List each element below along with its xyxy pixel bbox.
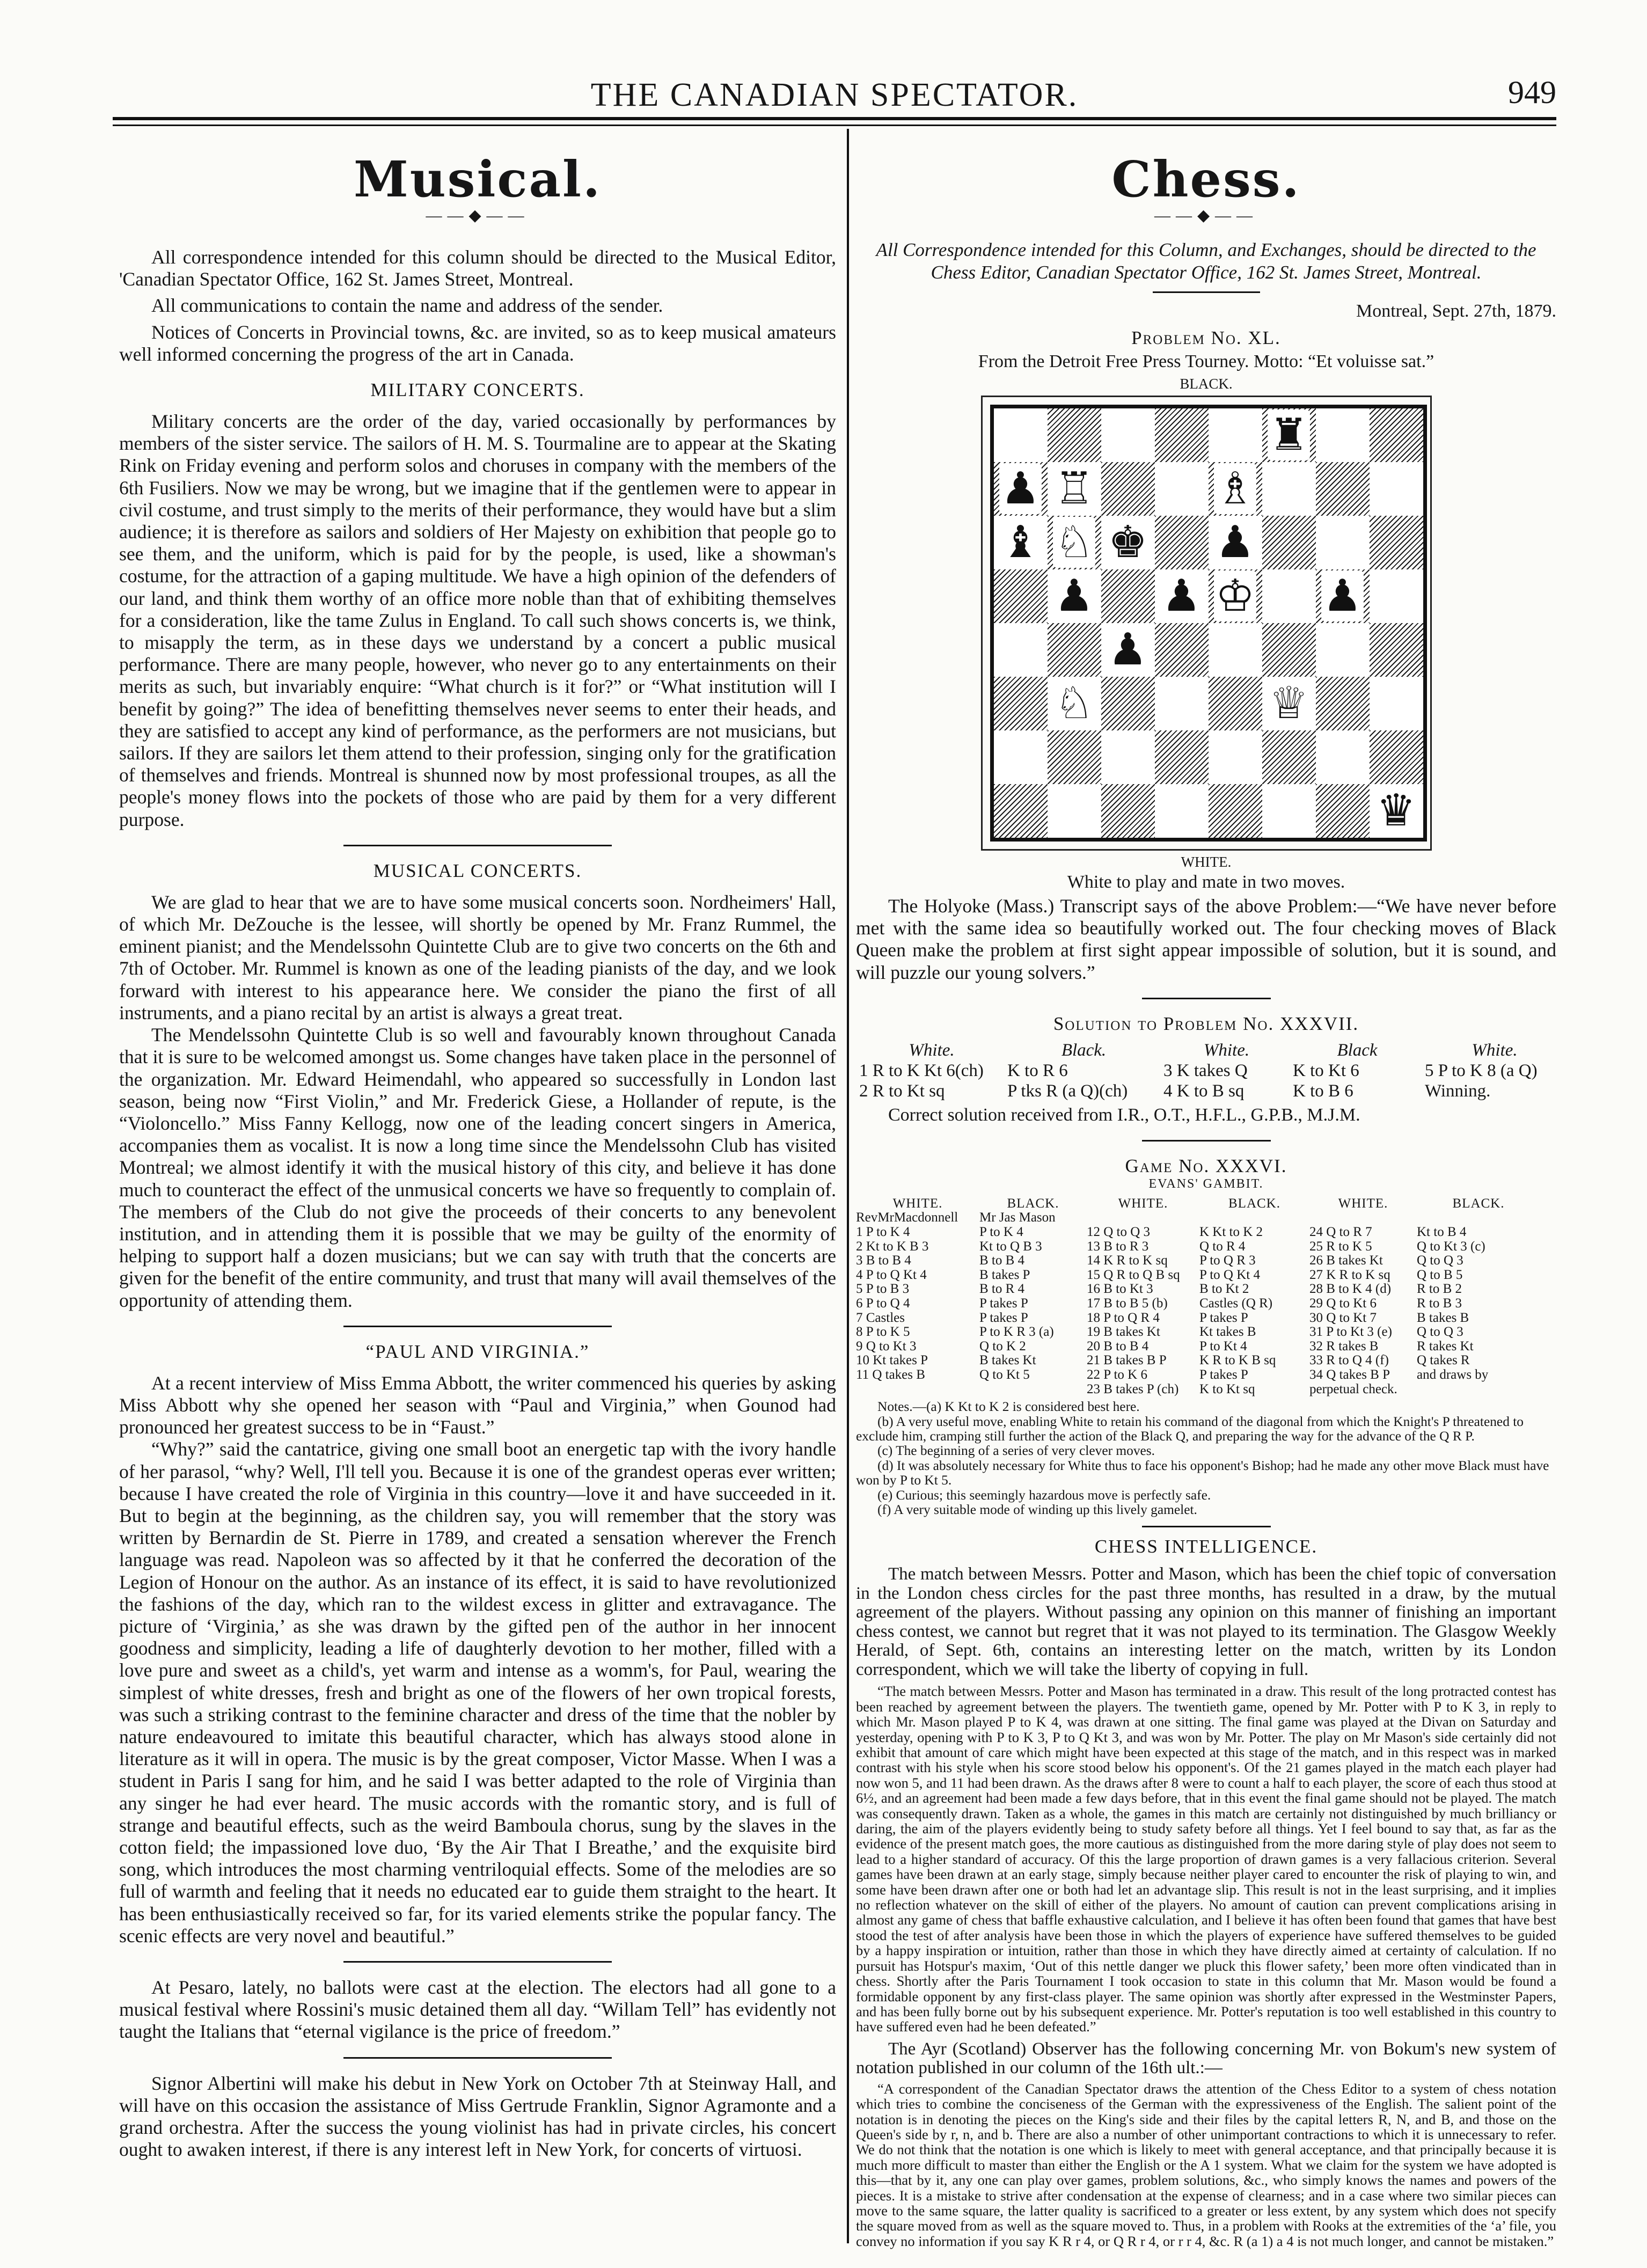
game-move-cell: 5 P to B 3 [856,1282,910,1297]
black-pawn-icon: ♟ [1160,570,1203,621]
game-score-table [856,1197,1556,1396]
game-move-cell: Kt to B 4 [1417,1225,1467,1239]
white-rook-icon: ♖ [1053,463,1096,514]
game-move-cell: Q to K 2 [979,1338,1026,1354]
board-square [1209,784,1262,838]
black-pawn-icon [994,462,1048,516]
game-move-cell: Q to B 5 [1417,1267,1463,1282]
game-note: Notes.—(a) K Kt to K 2 is considered best here. [877,1399,1140,1415]
board-square [1155,730,1209,784]
board-square [1262,569,1316,623]
game-move-cell: 28 B to K 4 (d) [1309,1282,1392,1297]
game-note: (c) The beginning of a series of very clever moves. [877,1443,1155,1459]
military-concerts-heading: MILITARY CONCERTS. [370,379,585,401]
board-square [1101,462,1155,516]
game-move-cell: 2 Kt to K B 3 [856,1239,929,1254]
game-move-cell: and draws by [1417,1367,1489,1382]
game-move-cell: 4 P to Q Kt 4 [856,1267,927,1282]
white-knight-icon: ♘ [1053,678,1096,729]
ayr-observer-paragraph: The Ayr (Scotland) Observer has the following concerning Mr. von Bokum's new system of notation published in our column of the 16th ult.:— [856,2039,1556,2078]
section-divider [1142,1140,1271,1142]
board-square [1262,784,1316,838]
board-square [1101,408,1155,462]
board-square [1316,623,1370,677]
game-move-cell: 7 Castles [856,1310,905,1325]
game-move-cell: 11 Q takes B [856,1367,925,1382]
game-header: WHITE. [1118,1196,1168,1211]
white-bishop-icon: ♗ [1214,463,1257,514]
game-move-cell: 1 P to K 4 [856,1225,910,1239]
game-move-cell: 12 Q to Q 3 [1087,1225,1151,1239]
albertini-paragraph: Signor Albertini will make his debut in New York on October 7th at Steinway Hall, and will have on this occasion the assistance of Miss Gertrude Franklin, Signor Agramonte and a grand orchestra. After the success the young violinist has had in private circles, his concert ought to awaken interest, if there is any interest left in New York, for concerts of virtuosi. [119,2072,836,2161]
musical-intro-1: All correspondence intended for this column should be directed to the Musical Editor, 'Canadian Spectator Office, 162 St. James Street, Montreal. [119,246,836,290]
game-move-cell: 21 B takes B P [1087,1353,1167,1368]
column-divider [847,129,849,2243]
board-square [1048,730,1101,784]
board-square [1209,408,1262,462]
musical-intro-3: Notices of Concerts in Provincial towns, &c. are invited, so as to keep musical amateurs well informed concerning the progress of the art in Canada. [119,321,836,365]
board-square [1101,677,1155,730]
game-move-cell [1417,1211,1540,1225]
game-move-cell: P takes P [979,1296,1028,1311]
board-square [1155,462,1209,516]
game-move-cell: 20 B to B 4 [1087,1338,1149,1354]
black-rook-icon: ♜ [1268,409,1311,460]
game-move-cell: Q to Q 3 [1417,1253,1463,1268]
game-move-cell [856,1382,979,1397]
game-subtitle: EVANS' GAMBIT. [1148,1176,1264,1191]
board-square [1155,677,1209,730]
solution-cell: P tks R (a Q)(ch) [1007,1081,1128,1101]
header-rule-thin [113,125,1556,126]
game-move-cell: 30 Q to Kt 7 [1309,1310,1377,1325]
musical-column [119,145,836,2161]
board-square [1316,730,1370,784]
header-rule-thick [113,117,1556,120]
board-square [1262,462,1316,516]
musical-section-title: Musical. [353,150,602,208]
game-move-cell: 19 B takes Kt [1087,1325,1160,1340]
paul-virginia-p2: “Why?” said the cantatrice, giving one small boot an energetic tap with the ivory handle of her parasol, “why? Well, I'll tell you. Because it is one of the grandest operas ever written; because I have created the role of Virginia in this country—love it and have succeeded in it. But to begin at the beginning, as the children say, you will remember that the story was written by Bernardin de St. Pierre in 1789, and created a sensation wherever the French language was read. Napoleon was so affected by it that he conferred the decoration of the Legion of Honour on the author. As an instance of its effect, it is said to have revolutionized the fashions of the day, which ran to the wildest excess in glitter and extravagance. The picture of ‘Virginia,’ as she was drawn by the gifted pen of the author in her innocent goodness and simplicity, leading a life of daughterly devotion to her mother, filled with a love pure and sweet as a child's, yet warm and intense as a womm's, for Paul, wearing the simplest of white dresses, fresh and bright as one of the flowers of her own tropical forests, was such a striking contrast to the feminine character and dress of the time that the nobler by nature endeavoured to imitate this beautiful character, which has always stood alone in literature as it will in opera. The music is by the great composer, Victor Masse. When I was a student in Paris I sang for him, and he said I was better adapted to the role of Virginia than any singer he had ever heard. The music accords with the romantic story, and is full of strange and beautiful effects, such as the weird Bamboula chorus, sung by the slaves in the cotton field; the impassioned love duo, ‘By the Air That I Breathe,’ and the exquisite bird song, which introduces the most charming ventriloquial effects. Some of the melodies are so full of warmth and feeling that it needs no educated ear to guide them straight to the heart. It has been enthusiastically received so far, for its varied elements strike the popular fancy. The scenic effects are very novel and beautiful.” [119,1438,836,1947]
holyoke-paragraph: The Holyoke (Mass.) Transcript says of the above Problem:—“We have never before met with the same idea so beautifully worked out. The four checking moves of Black Queen make the problem at first sight appear impossible of solution, but it is sound, and will puzzle our young solvers.” [856,895,1556,983]
game-note: (e) Curious; this seemingly hazardous move is perfectly safe. [877,1487,1211,1503]
game-move-cell: R to B 2 [1417,1282,1462,1297]
section-divider [1153,291,1260,293]
game-note: (b) A very useful move, enabling White to retain his command of the diagonal from which the Knight's P threatened to exclude him, cramping still further the action of the Black Q, and preparing the way for the advance of the Q R P. [856,1414,1524,1444]
game-move-cell: 32 R takes B [1309,1338,1379,1354]
game-move-cell: Q to Q 3 [1417,1325,1463,1340]
game-move-cell: 24 Q to R 7 [1309,1225,1372,1239]
musical-concerts-p1: We are glad to hear that we are to have some musical concerts soon. Nordheimers' Hall, of which Mr. DeZouche is the lessee, will shortly be opened by Mr. Franz Rummel, the eminent pianist; and the Mendelssohn Quintette Club are to give two concerts on the 6th and 7th of October. Mr. Rummel is known as one of the leading pianists of the day, and we look forward with interest to his appearance here. We consider the piano the first of all instruments, and a piano recital by an artist is always a great treat. [119,891,836,1023]
game-move-cell: Q to R 4 [1199,1239,1246,1254]
black-pawn-icon: ♟ [1053,570,1096,621]
board-square [994,408,1048,462]
game-move-cell: B takes B [1417,1310,1469,1325]
solution-header: White. [1472,1040,1518,1060]
game-move-cell: B to Kt 2 [1199,1282,1249,1297]
board-square [1209,730,1262,784]
game-move-cell: P to Kt 4 [1199,1338,1247,1354]
pesaro-paragraph: At Pesaro, lately, no ballots were cast at the election. The electors had all gone to a musical festival where Rossini's music detained them all day. “Willam Tell” has evidently not taught the Italians that “eternal vigilance is the price of freedom.” [119,1977,836,2043]
solution-header: Black. [1061,1040,1107,1060]
game-move-cell: P to Q R 3 [1199,1253,1256,1268]
game-header: WHITE. [892,1196,943,1211]
section-divider [1142,1526,1271,1527]
black-king-icon: ♚ [1107,517,1150,568]
game-move-cell: 8 P to K 5 [856,1325,910,1340]
board-square [994,623,1048,677]
board-square [1316,408,1370,462]
game-move-cell [1087,1211,1199,1225]
chess-board [990,405,1427,842]
board-square [1101,784,1155,838]
chess-intro: All Correspondence intended for this Column, and Exchanges, should be directed to the Chess Editor, Canadian Spectator Office, 162 St. James Street, Montreal. [876,239,1536,283]
board-square [1101,730,1155,784]
board-square [1048,784,1101,838]
black-pawn-icon: ♟ [1214,517,1257,568]
page-number: 949 [1508,75,1556,110]
board-square [994,784,1048,838]
solution-cell: K to R 6 [1007,1060,1068,1080]
board-square [1370,462,1423,516]
black-queen-icon [1370,784,1423,838]
board-square [1370,623,1423,677]
game-move-cell: 17 B to B 5 (b) [1087,1296,1168,1311]
paul-virginia-p1: At a recent interview of Miss Emma Abbott, the writer commenced his queries by asking Miss Abbott why she opened her season with “Paul and Virginia,” when Gounod had pronounced her greatest success to be in “Faust.” [119,1372,836,1438]
board-black-label: BLACK. [1180,376,1233,392]
board-square [1370,730,1423,784]
musical-concerts-p2: The Mendelssohn Quintette Club is so well and favourably known throughout Canada that it is sure to be welcomed amongst us. Some changes have taken place in the personnel of the organization. Mr. Edward Heimendahl, who appeared so successfully in London last season, being now “First Violin,” and Mr. Frederick Giese, a Hollander of repute, is the “Violoncello.” Miss Fanny Kellogg, now one of the leading concert singers in America, accompanies them as vocalist. It is now a long time since the Mendelssohn Club has visited Montreal; we almost identify it with the musical history of this city, and believe it has done much to counteract the effect of the unmusical concerts we have so frequently to complain of. The members of the Club do not give the proceeds of their concerts to any benevolent institution, and in attending them it is possible that we may be guilty of the enormity of helping to support half a dozen musicians; but we can say with truth that the concerts are given for the benefit of the entire community, and trust that many will avail themselves of the opportunity of attending them. [119,1024,836,1311]
game-move-cell: 15 Q R to Q B sq [1087,1267,1180,1282]
problem-caption: White to play and mate in two moves. [1067,872,1345,892]
game-move-cell: Q to Kt 3 (c) [1417,1239,1485,1254]
game-move-cell: RevMrMacdonnell [856,1210,958,1225]
board-square [1262,623,1316,677]
game-move-cell: Kt to Q B 3 [979,1239,1042,1254]
game-move-cell [979,1382,1087,1397]
black-pawn-icon [1209,516,1262,569]
board-square [1262,730,1316,784]
board-square [1370,677,1423,730]
game-move-cell: P takes P [1199,1310,1248,1325]
game-title: Game No. XXXVI. [1125,1155,1287,1176]
solution-cell: 3 K takes Q [1163,1060,1248,1080]
board-square [1155,408,1209,462]
section-divider [343,2057,612,2059]
board-square [994,569,1048,623]
section-divider [343,845,612,846]
black-pawn-icon [1101,623,1155,677]
problem-source: From the Detroit Free Press Tourney. Motto: “Et voluisse sat.” [978,352,1434,371]
board-square [994,677,1048,730]
solution-cell: Winning. [1425,1081,1491,1101]
board-square [1155,784,1209,838]
section-divider [343,1961,612,1963]
board-square [994,730,1048,784]
game-move-cell: 25 R to K 5 [1309,1239,1372,1254]
game-move-cell: 34 Q takes B P [1309,1367,1390,1382]
game-move-cell: 26 B takes Kt [1309,1253,1383,1268]
solution-cell: K to B 6 [1293,1081,1353,1101]
game-move-cell: K R to K B sq [1199,1353,1276,1368]
solution-cell: 2 R to Kt sq [859,1081,945,1101]
solution-header: White. [1203,1040,1250,1060]
solution-cell: 5 P to K 8 (a Q) [1425,1060,1538,1080]
white-rook-icon [1048,462,1101,516]
chess-date: Montreal, Sept. 27th, 1879. [1356,301,1556,321]
game-move-cell: 27 K R to K sq [1309,1267,1390,1282]
white-queen-icon [1262,677,1316,730]
game-move-cell: 6 P to Q 4 [856,1296,910,1311]
game-move-cell: P to K R 3 (a) [979,1325,1054,1340]
game-move-cell: K Kt to K 2 [1199,1225,1263,1239]
board-square [1316,516,1370,569]
board-square [1370,516,1423,569]
board-square [1048,408,1101,462]
game-move-cell: Castles (Q R) [1199,1296,1273,1311]
board-square [1155,516,1209,569]
board-square [1048,623,1101,677]
game-move-cell: 31 P to Kt 3 (e) [1309,1325,1392,1340]
game-move-cell [1309,1211,1417,1225]
musical-intro-2: All communications to contain the name and address of the sender. [151,295,663,317]
game-note: (d) It was absolutely necessary for White thus to face his opponent's Bishop; had he made any other move Black must have won by P to Kt 5. [856,1458,1549,1488]
military-concerts-text: Military concerts are the order of the day, varied occasionally by performances by members of the sister service. The sailors of H. M. S. Tourmaline are to appear at the Skating Rink on Friday evening and perform solos and choruses in company with the members of the 6th Fusiliers. Now we may be wrong, but we imagine that if the gentlemen were to appear in civil costume, and trust simply to the merits of their performance, they would have but a slim audience; it is therefore as sailors and soldiers of Her Majesty on exhibition that people go to see them, and the uniform, which is paid for by the people, is used, like a showman's costume, for the attraction of a gaping multitude. We have a high opinion of the defenders of our land, and think them worthy of an office more noble than that of exhibiting themselves for a consideration, like the tame Zulus in England. To call such shows concerts is, we think, to misapply the term, as in these days we understand by a concert a public musical performance. There are many people, however, who never go to any entertainments on their merits as such, but invariably enquire: “What church is it for?” or “What institution will I benefit by going?” The idea of benefitting themselves never seems to enter their heads, and they are satisfied to accept any kind of performance, as the performers are not musicians, but sailors. If they are sailors let them attend to their profession, singing only for the gratification of themselves and friends. Montreal is shunned now by most professional troupes, as all the people's money flows into the pockets of those who are paid by them for a very different purpose. [119,411,836,830]
paul-virginia-heading: “PAUL AND VIRGINIA.” [365,1341,590,1362]
game-header: BLACK. [1007,1196,1059,1211]
solution-header: White. [909,1040,955,1060]
game-move-cell: B takes Kt [979,1353,1036,1368]
solution-table [859,1040,1556,1101]
game-move-cell: 33 R to Q 4 (f) [1309,1353,1389,1368]
problem-title: Problem No. XL. [1131,327,1281,348]
board-square [1316,677,1370,730]
game-move-cell: R takes Kt [1417,1338,1474,1354]
black-pawn-icon: ♟ [1321,570,1364,621]
chess-intelligence-quote: “The match between Messrs. Potter and Mason has terminated in a draw. This result of the long protracted contest has been reached by agreement between the players. The twentieth game, opened by Mr. Potter with P to K 3, in reply to which Mr. Mason played P to K 4, was drawn at one sitting. The final game was played at the Divan on Saturday and yesterday, opening with P to K 3, P to Q Kt 3, and was won by Mr. Potter. The play on Mr Mason's side certainly did not exhibit that amount of care which might have been expected at this stage of the match, and in this respect was in marked contrast with his style when his score stood below his opponent's. Of the 21 games played in the match each player had now won 5, and 11 had been drawn. As the draws after 8 were to count a half to each player, the score of each thus stood at 6½, and an agreement had been made a few days before, that in this event the final game should not be played. The match was consequently drawn. Taken as a whole, the games in this match are certainly not distinguished by much brilliancy or daring, the aim of the players evidently being to study safety before all things. Yet I feel bound to say that, as far as the evidence of the present match goes, the more cautious as distinguished from the more daring style of play does not seem to lead to a higher standard of accuracy. Of this the large proportion of drawn games is a very fallacious criterion. Several games have been drawn at an early stage, simply because neither player cared to encounter the risk of playing to win, and some have been drawn after one or both had let an advantage slip. This result is not in the least surprising, and it implies no reflection whatever on the skill of either of the players. No amount of caution can prevent complications arising in almost any game of chess that baffle exhaustive calculation, and I believe it has often been found that games that have best stood the test of after analysis have been those in which the players of experience have suffered themselves to be guided by a happy inspiration or intuition, rather than those in which they have directly aimed at certainty of calculation. If no pursuit has Hotspur's maxim, ‘Out of this nettle danger we pluck this flower safety,’ been more often vindicated than in chess. Shortly after the Paris Tournament I took occasion to state in this column that Mr. Mason would be found a formidable opponent by any first-class player. The same opinion was shortly after expressed in the Westminster Papers, and has been fully borne out by his subsequent experience. Mr. Potter's reputation is too well established in this country to have suffered even had he been defeated.” [856,1683,1556,2035]
black-pawn-icon: ♟ [1107,624,1150,675]
black-pawn-icon [1048,569,1101,623]
page-header [113,70,1556,115]
game-move-cell: Kt takes B [1199,1325,1256,1340]
correct-solvers: Correct solution received from I.R., O.T., H.F.L., G.P.B., M.J.M. [888,1104,1360,1125]
black-bishop-icon [994,516,1048,569]
musical-concerts-heading: MUSICAL CONCERTS. [373,860,582,881]
game-move-cell: B takes P [979,1267,1030,1282]
board-square [1370,408,1423,462]
game-move-cell: P takes P [1199,1367,1248,1382]
chess-board-frame [981,396,1432,851]
game-move-cell: 18 P to Q R 4 [1087,1310,1160,1325]
black-pawn-icon [1155,569,1209,623]
musical-ornament: ——◆—— [426,207,530,224]
game-move-cell: R to B 3 [1417,1296,1462,1311]
board-square [1316,462,1370,516]
solution-title: Solution to Problem No. XXXVII. [1053,1013,1359,1034]
solution-cell: 4 K to B sq [1163,1081,1245,1101]
game-move-cell: B to R 4 [979,1282,1025,1297]
black-queen-icon: ♛ [1375,785,1418,836]
white-knight-icon [1048,677,1101,730]
game-move-cell: P takes P [979,1310,1028,1325]
game-move-cell: P to K 4 [979,1225,1023,1239]
black-king-icon [1101,516,1155,569]
ayr-observer-quote: “A correspondent of the Canadian Spectator draws the attention of the Chess Editor to a system of chess notation which tries to combine the conciseness of the German with the expressiveness of the English. The salient point of the notation is in denoting the pieces on the King's side and their files by the capital letters R, N, and B, and those on the Queen's side by r, n, and b. There are also a number of other unimportant contractions to which it is unnecessary to refer. We do not think that the notation is one which is likely to meet with general acceptance, and that principally because it is much more difficult to master than either the English or the A 1 system. What we claim for the system we have adopted is this—that by it, any one can play over games, problem solutions, &c., who simply knows the names and powers of the pieces. It is a mistake to strive after condensation at the expense of clearness; and in a case where two similar pieces can move to the same square, the latter quality is sacrificed to a greater or less extent, by any system which does not specify the square moved from as well as the square moved to. Thus, in a problem with Rooks at the extremities of the ‘a’ file, you convey no information if you say K R r 4, or Q R r 4, or r r 4, &c. R (a 1) a 4 is not much longer, and cannot be mistaken.” [856,2080,1556,2249]
chess-intelligence-p1: The match between Messrs. Potter and Mason, which has been the chief topic of conversation in the London chess circles for the past three months, has resulted in a draw, by the mutual agreement of the players. Without passing any opinion on this manner of finishing an important chess contest, we cannot but regret that it was not played to its termination. The Glasgow Weekly Herald, of Sept. 6th, contains an interesting letter on the match, written by its London correspondent, which we will take the liberty of copying in full. [856,1564,1556,1679]
game-move-cell [1417,1382,1540,1397]
game-move-cell: 3 B to B 4 [856,1253,911,1268]
black-bishop-icon: ♝ [999,517,1042,568]
game-move-cell: 29 Q to Kt 6 [1309,1296,1377,1311]
game-move-cell: 22 P to K 6 [1087,1367,1147,1382]
solution-header: Black [1337,1040,1378,1060]
masthead-title: THE CANADIAN SPECTATOR. [590,77,1079,113]
game-move-cell: 23 B takes P (ch) [1087,1381,1179,1396]
game-header: BLACK. [1228,1196,1280,1211]
game-move-cell: Q takes R [1417,1353,1470,1368]
white-queen-icon: ♕ [1268,678,1311,729]
game-move-cell: P to Q Kt 4 [1199,1267,1260,1282]
board-square [1209,677,1262,730]
black-rook-icon [1262,408,1316,462]
game-notes [856,1400,1556,1517]
game-note: (f) A very suitable mode of winding up this lively gamelet. [877,1502,1197,1517]
white-king-icon [1209,569,1262,623]
black-pawn-icon: ♟ [999,463,1042,514]
white-knight-icon [1048,516,1101,569]
board-square [1209,623,1262,677]
board-square [1370,569,1423,623]
chess-section-title: Chess. [1111,150,1301,208]
board-white-label: WHITE. [1181,854,1232,870]
section-divider [1142,998,1271,999]
solution-cell: 1 R to K Kt 6(ch) [859,1060,984,1080]
game-move-cell: 10 Kt takes P [856,1353,928,1368]
chess-column [856,145,1556,2249]
chess-intelligence-heading: CHESS INTELLIGENCE. [1094,1536,1318,1557]
white-bishop-icon [1209,462,1262,516]
white-knight-icon: ♘ [1053,517,1096,568]
chess-ornament: ——◆—— [1154,207,1258,224]
game-header: WHITE. [1338,1196,1388,1211]
section-divider [343,1326,612,1327]
board-square [1262,516,1316,569]
game-move-cell: Q to Kt 5 [979,1367,1030,1382]
game-move-cell: 16 B to Kt 3 [1087,1282,1153,1297]
white-king-icon: ♔ [1214,570,1257,621]
board-square [1316,784,1370,838]
board-square [1101,569,1155,623]
game-move-cell: B to B 4 [979,1253,1025,1268]
game-move-cell: K to Kt sq [1199,1381,1255,1396]
black-pawn-icon [1316,569,1370,623]
board-square [1155,623,1209,677]
game-move-cell: 13 B to R 3 [1087,1239,1149,1254]
game-header: BLACK. [1452,1196,1505,1211]
game-move-cell [1199,1211,1309,1225]
solution-cell: K to Kt 6 [1293,1060,1359,1080]
game-move-cell: Mr Jas Mason [979,1210,1056,1225]
game-move-cell: 14 K R to K sq [1087,1253,1168,1268]
game-move-cell: 9 Q to Kt 3 [856,1338,917,1354]
game-move-cell: perpetual check. [1309,1381,1397,1396]
